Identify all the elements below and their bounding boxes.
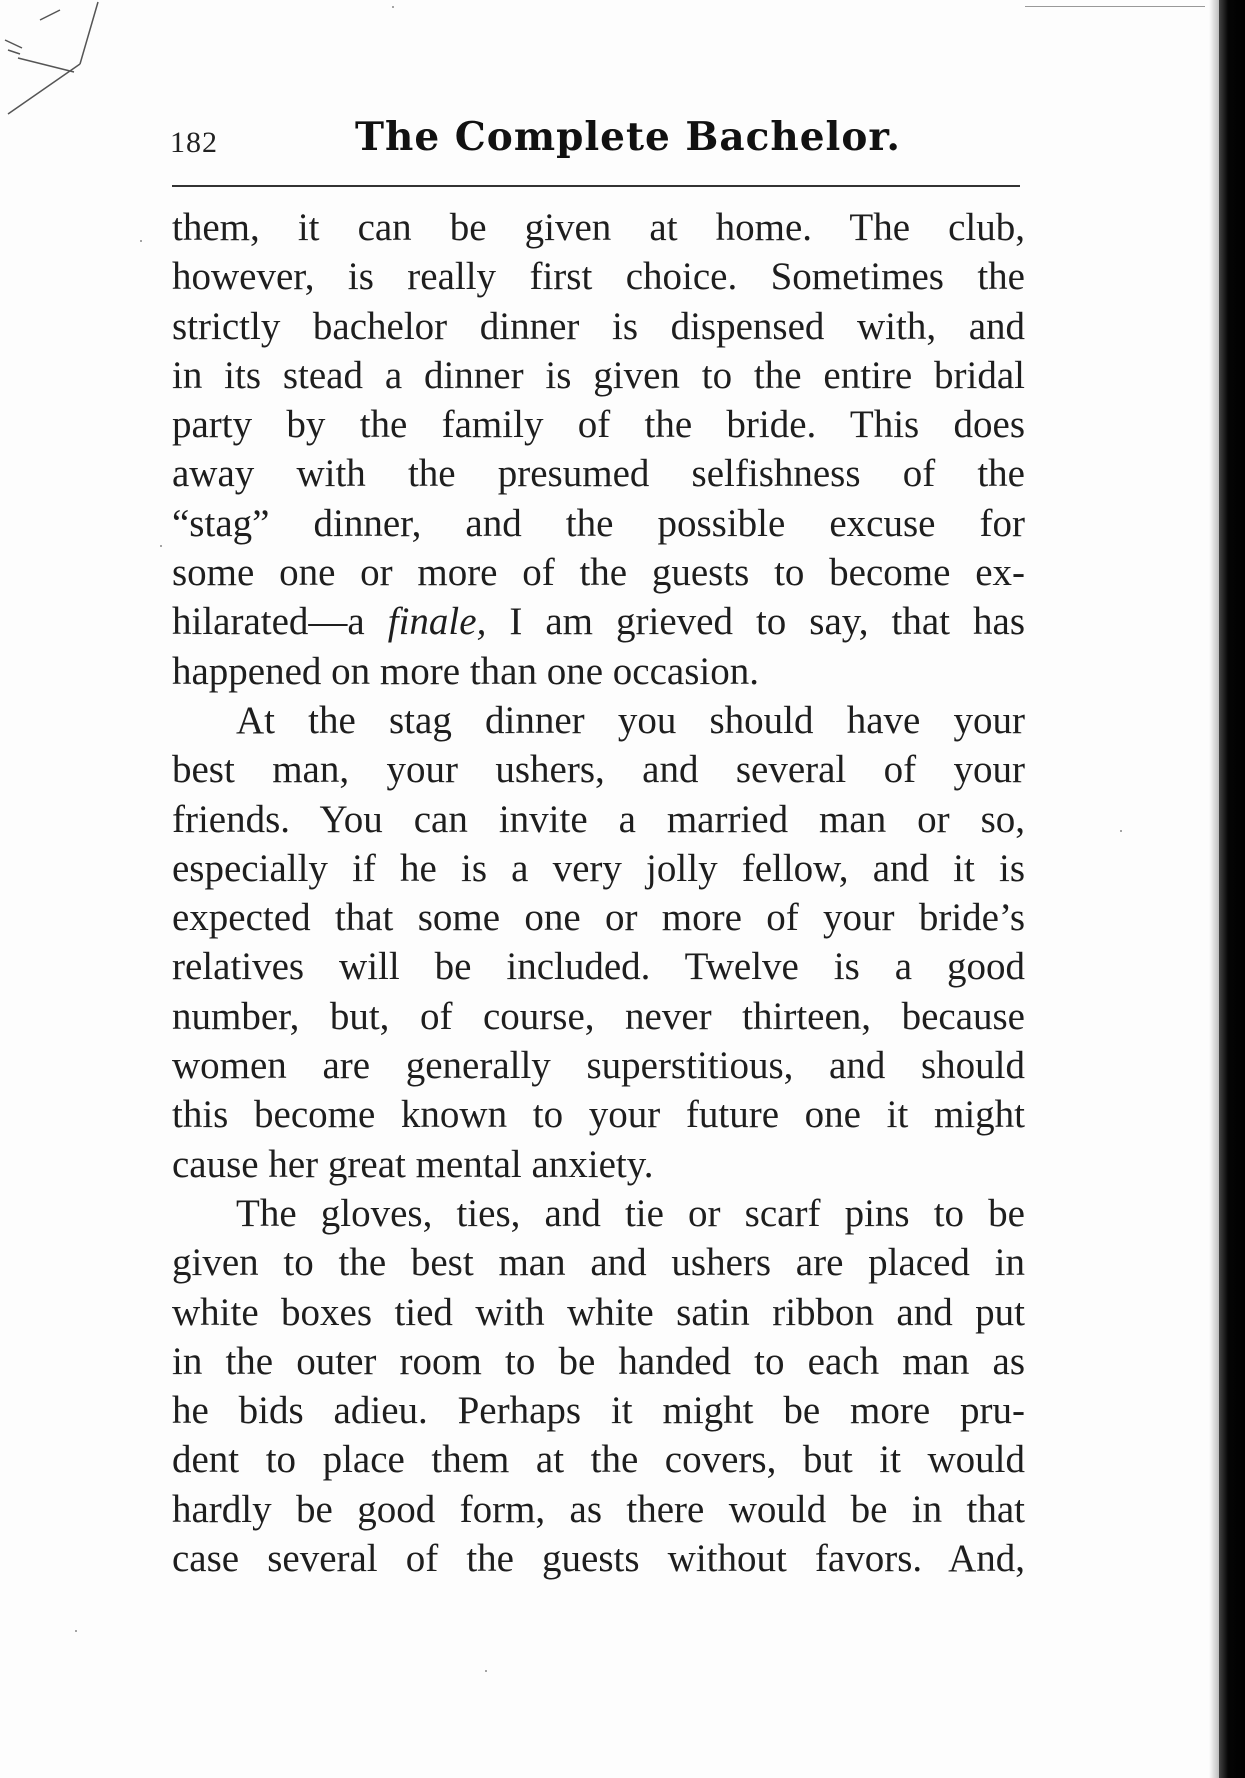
paragraph bbox=[172, 1189, 1025, 1583]
paragraph bbox=[172, 696, 1025, 1189]
scan-edge bbox=[1219, 0, 1245, 1778]
text-line: women are generally superstitious, and should bbox=[172, 1044, 1025, 1088]
paper-speck bbox=[485, 1670, 487, 1672]
paper-speck bbox=[392, 6, 394, 8]
text-line: some one or more of the guests to become ex- bbox=[172, 551, 1025, 595]
scan-top-rule bbox=[1025, 6, 1205, 7]
header-rule bbox=[172, 185, 1020, 187]
text-line: away with the presumed selfishness of the bbox=[172, 452, 1025, 496]
text-line: “stag” dinner, and the possible excuse for bbox=[172, 501, 1025, 545]
text-line: happened on more than one occasion. bbox=[172, 649, 759, 693]
text-line: this become known to your future one it might bbox=[172, 1093, 1025, 1137]
text-line: case several of the guests without favors. And, bbox=[172, 1537, 1025, 1581]
scan-edge-shadow bbox=[1209, 0, 1219, 1778]
text-line: strictly bachelor dinner is dispensed with, and bbox=[172, 304, 1025, 348]
text-line-with-italic bbox=[172, 597, 1025, 646]
text-line: in its stead a dinner is given to the entire bridal bbox=[172, 353, 1025, 397]
text-line: in the outer room to be handed to each man as bbox=[172, 1339, 1025, 1383]
text-line: especially if he is a very jolly fellow, and it is bbox=[172, 846, 1025, 890]
text-line: party by the family of the bride. This does bbox=[172, 403, 1025, 447]
paragraph bbox=[172, 203, 1025, 696]
text-line: The gloves, ties, and tie or scarf pins to be bbox=[236, 1191, 1025, 1235]
text-line: hardly be good form, as there would be in that bbox=[172, 1487, 1025, 1531]
page-header bbox=[170, 114, 1020, 174]
text-line: At the stag dinner you should have your bbox=[236, 698, 1025, 742]
running-title: The Complete Bachelor. bbox=[355, 114, 901, 160]
italic-word: finale, bbox=[387, 600, 487, 644]
text-line: however, is really first choice. Sometimes the bbox=[172, 255, 1025, 299]
text-line: dent to place them at the covers, but it would bbox=[172, 1438, 1025, 1482]
text-line: them, it can be given at home. The club, bbox=[172, 206, 1025, 249]
text-line: best man, your ushers, and several of your bbox=[172, 748, 1025, 792]
text-segment: hilarated—a bbox=[172, 600, 388, 644]
text-line: he bids adieu. Perhaps it might be more pru- bbox=[172, 1389, 1025, 1433]
paper-speck bbox=[75, 1630, 77, 1632]
text-line: number, but, of course, never thirteen, because bbox=[172, 994, 1025, 1038]
page-number: 182 bbox=[170, 126, 218, 159]
text-segment: I am grieved to say, that has bbox=[486, 600, 1025, 644]
text-line: relatives will be included. Twelve is a good bbox=[172, 945, 1025, 989]
body-text bbox=[172, 203, 1025, 1583]
text-line: cause her great mental anxiety. bbox=[172, 1142, 654, 1186]
paper-speck bbox=[140, 240, 142, 242]
text-line: given to the best man and ushers are placed in bbox=[172, 1241, 1025, 1285]
pencil-corner-mark bbox=[0, 0, 110, 120]
text-line: expected that some one or more of your bride’s bbox=[172, 896, 1025, 940]
text-line: friends. You can invite a married man or so, bbox=[172, 797, 1025, 841]
paper-speck bbox=[160, 545, 162, 547]
paper-speck bbox=[1120, 830, 1122, 832]
text-line: white boxes tied with white satin ribbon and put bbox=[172, 1290, 1025, 1334]
